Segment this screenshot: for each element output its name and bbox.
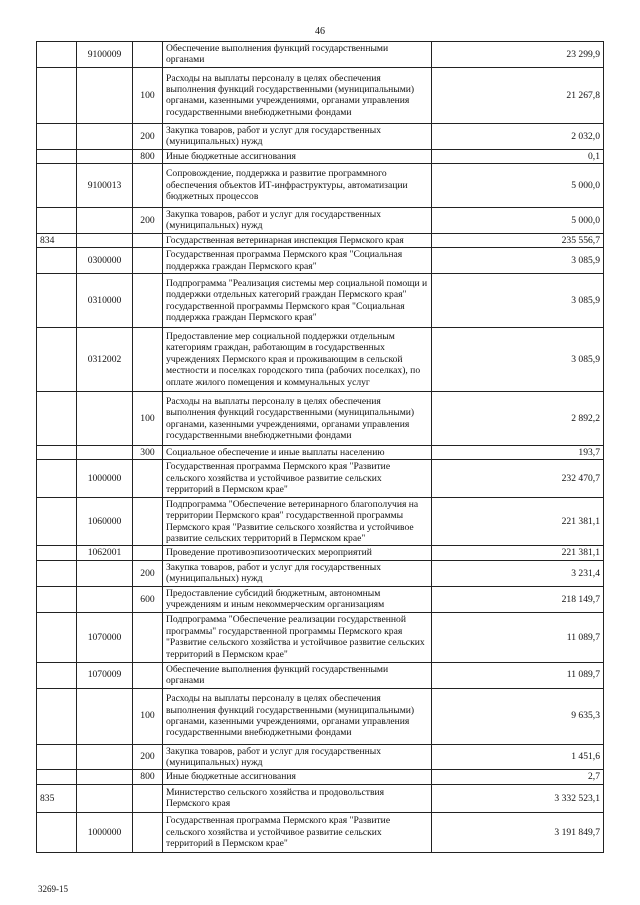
target-code-cell — [77, 560, 133, 586]
target-code-cell — [77, 123, 133, 149]
amount-cell: 221 381,1 — [432, 546, 604, 560]
amount-cell: 232 470,7 — [432, 460, 604, 497]
table-row — [37, 328, 604, 392]
table-row — [37, 460, 604, 497]
table-row — [37, 784, 604, 812]
description-cell: Проведение противоэпизоотических мероприятий — [163, 546, 432, 560]
table-row — [37, 612, 604, 662]
expense-type-cell — [133, 812, 163, 852]
table-row — [37, 233, 604, 247]
description-cell: Обеспечение выполнения функций государственными органами — [163, 42, 432, 68]
admin-code-cell — [37, 248, 77, 274]
table-row — [37, 392, 604, 446]
target-code-cell: 9100013 — [77, 164, 133, 208]
budget-table-body — [37, 42, 604, 853]
admin-code-cell — [37, 744, 77, 770]
expense-type-cell — [133, 546, 163, 560]
table-row — [37, 546, 604, 560]
admin-code-cell: 834 — [37, 233, 77, 247]
description-cell: Расходы на выплаты персоналу в целях обеспечения выполнения функций государственными (муниципальными) органами, казенными учреждениями, органами управления государственными внебюджетными фондами — [163, 392, 432, 446]
admin-code-cell — [37, 164, 77, 208]
target-code-cell: 9100009 — [77, 42, 133, 68]
description-cell: Закупка товаров, работ и услуг для государственных (муниципальных) нужд — [163, 744, 432, 770]
table-row — [37, 586, 604, 612]
table-row — [37, 164, 604, 208]
expense-type-cell — [133, 497, 163, 546]
description-cell: Подпрограмма "Обеспечение реализации государственной программы" государственной программы Пермского края "Развитие сельского хозяйства и устойчивое развитие сельских территорий в Пермском крае" — [163, 612, 432, 662]
amount-cell: 0,1 — [432, 149, 604, 163]
target-code-cell — [77, 208, 133, 234]
amount-cell: 3 085,9 — [432, 248, 604, 274]
amount-cell: 3 332 523,1 — [432, 784, 604, 812]
amount-cell: 3 085,9 — [432, 274, 604, 328]
table-row — [37, 688, 604, 744]
table-row — [37, 744, 604, 770]
table-row — [37, 67, 604, 123]
amount-cell: 5 000,0 — [432, 208, 604, 234]
description-cell: Государственная программа Пермского края "Развитие сельского хозяйства и устойчивое развитие сельских территорий в Пермском крае" — [163, 460, 432, 497]
admin-code-cell — [37, 460, 77, 497]
description-cell: Расходы на выплаты персоналу в целях обеспечения выполнения функций государственными (муниципальными) органами, казенными учреждениями, органами управления государственными внебюджетными фондами — [163, 67, 432, 123]
target-code-cell — [77, 392, 133, 446]
admin-code-cell — [37, 612, 77, 662]
admin-code-cell — [37, 546, 77, 560]
table-row — [37, 208, 604, 234]
target-code-cell: 0310000 — [77, 274, 133, 328]
table-row — [37, 123, 604, 149]
amount-cell: 21 267,8 — [432, 67, 604, 123]
description-cell: Подпрограмма "Обеспечение ветеринарного благополучия на территории Пермского края" государственной программы Пермского края "Развитие сельского хозяйства и устойчивое развитие сельских территорий в Пермском крае" — [163, 497, 432, 546]
admin-code-cell — [37, 392, 77, 446]
admin-code-cell — [37, 497, 77, 546]
admin-code-cell: 835 — [37, 784, 77, 812]
amount-cell: 5 000,0 — [432, 164, 604, 208]
amount-cell: 11 089,7 — [432, 662, 604, 688]
expense-type-cell — [133, 248, 163, 274]
description-cell: Государственная программа Пермского края "Развитие сельского хозяйства и устойчивое развитие сельских территорий в Пермском крае" — [163, 812, 432, 852]
target-code-cell: 1000000 — [77, 460, 133, 497]
table-row — [37, 446, 604, 460]
amount-cell: 2,7 — [432, 770, 604, 784]
admin-code-cell — [37, 586, 77, 612]
target-code-cell — [77, 233, 133, 247]
expense-type-cell: 200 — [133, 744, 163, 770]
expense-type-cell — [133, 164, 163, 208]
description-cell: Расходы на выплаты персоналу в целях обеспечения выполнения функций государственными (муниципальными) органами, казенными учреждениями, органами управления государственными внебюджетными фондами — [163, 688, 432, 744]
expense-type-cell: 200 — [133, 560, 163, 586]
description-cell: Подпрограмма "Реализация системы мер социальной помощи и поддержки отдельных категорий граждан Пермского края" государственной программы Пермского края "Социальная поддержка граждан Пермского края" — [163, 274, 432, 328]
table-row — [37, 662, 604, 688]
amount-cell: 3 231,4 — [432, 560, 604, 586]
target-code-cell: 0312002 — [77, 328, 133, 392]
table-row — [37, 497, 604, 546]
description-cell: Социальное обеспечение и иные выплаты населению — [163, 446, 432, 460]
target-code-cell — [77, 770, 133, 784]
admin-code-cell — [37, 67, 77, 123]
admin-code-cell — [37, 42, 77, 68]
amount-cell: 2 032,0 — [432, 123, 604, 149]
amount-cell: 3 085,9 — [432, 328, 604, 392]
amount-cell: 1 451,6 — [432, 744, 604, 770]
description-cell: Государственная программа Пермского края "Социальная поддержка граждан Пермского края" — [163, 248, 432, 274]
expense-type-cell: 200 — [133, 208, 163, 234]
expense-type-cell — [133, 42, 163, 68]
amount-cell: 23 299,9 — [432, 42, 604, 68]
target-code-cell: 1062001 — [77, 546, 133, 560]
target-code-cell — [77, 744, 133, 770]
description-cell: Сопровождение, поддержка и развитие программного обеспечения объектов ИТ-инфраструктуры, автоматизации бюджетных процессов — [163, 164, 432, 208]
expense-type-cell: 800 — [133, 770, 163, 784]
expense-type-cell — [133, 460, 163, 497]
description-cell: Иные бюджетные ассигнования — [163, 149, 432, 163]
expense-type-cell — [133, 233, 163, 247]
amount-cell: 221 381,1 — [432, 497, 604, 546]
target-code-cell: 0300000 — [77, 248, 133, 274]
description-cell: Обеспечение выполнения функций государственными органами — [163, 662, 432, 688]
target-code-cell: 1060000 — [77, 497, 133, 546]
description-cell: Иные бюджетные ассигнования — [163, 770, 432, 784]
budget-table — [36, 41, 604, 853]
target-code-cell — [77, 67, 133, 123]
admin-code-cell — [37, 328, 77, 392]
expense-type-cell: 100 — [133, 67, 163, 123]
description-cell: Закупка товаров, работ и услуг для государственных (муниципальных) нужд — [163, 123, 432, 149]
footer-code: 3269-15 — [38, 884, 68, 894]
admin-code-cell — [37, 274, 77, 328]
table-row — [37, 770, 604, 784]
target-code-cell — [77, 688, 133, 744]
expense-type-cell: 300 — [133, 446, 163, 460]
expense-type-cell — [133, 274, 163, 328]
amount-cell: 3 191 849,7 — [432, 812, 604, 852]
expense-type-cell — [133, 328, 163, 392]
admin-code-cell — [37, 812, 77, 852]
amount-cell: 235 556,7 — [432, 233, 604, 247]
admin-code-cell — [37, 560, 77, 586]
description-cell: Министерство сельского хозяйства и продовольствия Пермского края — [163, 784, 432, 812]
target-code-cell — [77, 446, 133, 460]
admin-code-cell — [37, 770, 77, 784]
admin-code-cell — [37, 662, 77, 688]
description-cell: Предоставление субсидий бюджетным, автономным учреждениям и иным некоммерческим организациям — [163, 586, 432, 612]
amount-cell: 9 635,3 — [432, 688, 604, 744]
table-row — [37, 248, 604, 274]
table-row — [37, 812, 604, 852]
admin-code-cell — [37, 123, 77, 149]
target-code-cell — [77, 784, 133, 812]
table-row — [37, 274, 604, 328]
target-code-cell — [77, 149, 133, 163]
description-cell: Закупка товаров, работ и услуг для государственных (муниципальных) нужд — [163, 560, 432, 586]
page-number: 46 — [315, 26, 325, 37]
target-code-cell — [77, 586, 133, 612]
target-code-cell: 1070000 — [77, 612, 133, 662]
expense-type-cell: 800 — [133, 149, 163, 163]
admin-code-cell — [37, 446, 77, 460]
table-row — [37, 149, 604, 163]
admin-code-cell — [37, 149, 77, 163]
expense-type-cell — [133, 612, 163, 662]
expense-type-cell: 200 — [133, 123, 163, 149]
expense-type-cell: 600 — [133, 586, 163, 612]
amount-cell: 193,7 — [432, 446, 604, 460]
table-row — [37, 560, 604, 586]
expense-type-cell: 100 — [133, 688, 163, 744]
table-row — [37, 42, 604, 68]
amount-cell: 218 149,7 — [432, 586, 604, 612]
description-cell: Государственная ветеринарная инспекция Пермского края — [163, 233, 432, 247]
admin-code-cell — [37, 688, 77, 744]
description-cell: Предоставление мер социальной поддержки отдельным категориям граждан, работающим в государственных учреждениях Пермского края и проживающим в сельской местности и поселках городского типа (рабочих поселках), по оплате жилого помещения и коммунальных услуг — [163, 328, 432, 392]
expense-type-cell — [133, 662, 163, 688]
expense-type-cell — [133, 784, 163, 812]
expense-type-cell: 100 — [133, 392, 163, 446]
target-code-cell: 1070009 — [77, 662, 133, 688]
target-code-cell: 1000000 — [77, 812, 133, 852]
amount-cell: 2 892,2 — [432, 392, 604, 446]
description-cell: Закупка товаров, работ и услуг для государственных (муниципальных) нужд — [163, 208, 432, 234]
amount-cell: 11 089,7 — [432, 612, 604, 662]
admin-code-cell — [37, 208, 77, 234]
